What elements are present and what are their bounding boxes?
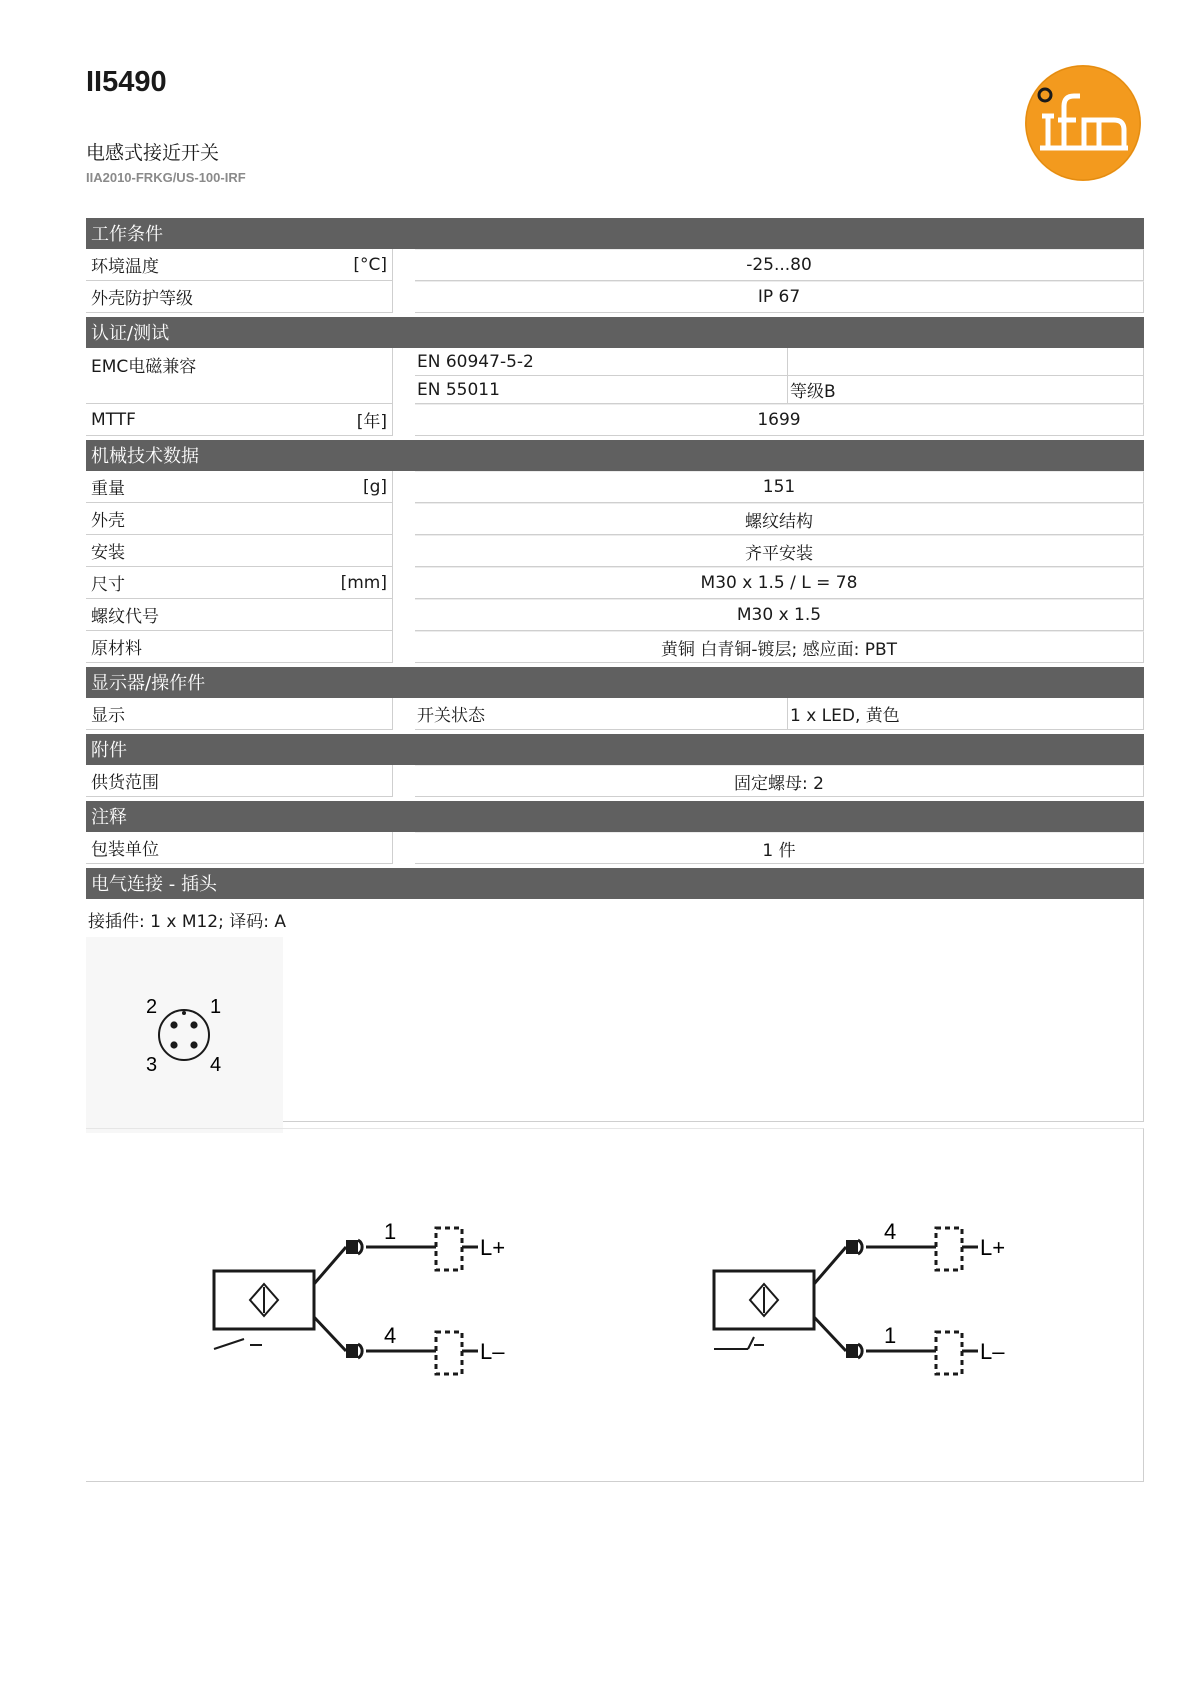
pin-label: 2 <box>146 996 158 1018</box>
row-mttf <box>86 404 1144 436</box>
mounting-value: 齐平安装 <box>415 535 1144 567</box>
row-emc <box>86 348 1144 404</box>
section-operating-title: 工作条件 <box>86 218 1144 249</box>
display-value: 1 x LED, 黄色 <box>788 698 1144 730</box>
row-protection <box>86 281 1144 313</box>
emc-standard-row <box>415 348 1144 376</box>
wiring-diagram-icon <box>86 1129 1144 1481</box>
ambient-value: -25...80 <box>415 249 1144 281</box>
ifm-logo-icon <box>1024 64 1142 182</box>
connector-text: 接插件: 1 x M12; 译码: A <box>88 912 287 932</box>
pack-value: 1 件 <box>415 832 1144 864</box>
supply-label: L+ <box>980 1235 1006 1260</box>
weight-label: 重量 <box>91 479 125 499</box>
dimensions-unit: [mm] <box>340 572 387 593</box>
row-weight <box>86 471 1144 503</box>
weight-unit: [g] <box>362 476 387 497</box>
mttf-unit: [年] <box>356 412 387 432</box>
datasheet <box>86 218 1144 1482</box>
connector-box <box>86 899 1144 1122</box>
housing-value: 螺纹结构 <box>415 503 1144 535</box>
mounting-label: 安装 <box>91 543 125 563</box>
housing-label: 外壳 <box>91 511 125 531</box>
pin-label: 4 <box>210 1054 222 1076</box>
wire-pin-label: 4 <box>884 1219 897 1244</box>
emc-label: EMC电磁兼容 <box>91 357 197 377</box>
section-display-title: 显示器/操作件 <box>86 667 1144 698</box>
section-electrical-title: 电气连接 - 插头 <box>86 868 1144 899</box>
wire-pin-label: 4 <box>384 1323 397 1348</box>
wire-pin-label: 1 <box>384 1219 397 1244</box>
pin-label: 1 <box>210 996 222 1018</box>
emc-standard-row <box>415 376 1144 404</box>
emc-standard-1: EN 60947-5-2 <box>415 348 788 376</box>
row-scope <box>86 765 1144 797</box>
thread-value: M30 x 1.5 <box>415 599 1144 631</box>
section-approvals-title: 认证/测试 <box>86 317 1144 348</box>
product-subtitle: 电感式接近开关 <box>86 142 220 164</box>
section-remarks-title: 注释 <box>86 801 1144 832</box>
ambient-unit: [°C] <box>353 254 387 275</box>
emc-standard-2-note: 等级B <box>788 376 1144 404</box>
supply-label: L+ <box>480 1235 506 1260</box>
row-pack <box>86 832 1144 864</box>
protection-label: 外壳防护等级 <box>91 289 193 309</box>
dimensions-value: M30 x 1.5 / L = 78 <box>415 567 1144 599</box>
section-mechanical-title: 机械技术数据 <box>86 440 1144 471</box>
emc-standard-2: EN 55011 <box>415 376 788 404</box>
wire-pin-label: 1 <box>884 1323 897 1348</box>
dimensions-label: 尺寸 <box>91 575 125 595</box>
section-accessories-title: 附件 <box>86 734 1144 765</box>
pack-label: 包装单位 <box>91 840 159 860</box>
mttf-value: 1699 <box>415 404 1144 436</box>
ambient-label: 环境温度 <box>91 257 159 277</box>
display-sub-label: 开关状态 <box>415 698 788 730</box>
row-ambient-temperature <box>86 249 1144 281</box>
scope-value: 固定螺母: 2 <box>415 765 1144 797</box>
row-display <box>86 698 1144 730</box>
supply-label: L– <box>480 1339 505 1364</box>
mttf-label: MTTF <box>91 409 136 430</box>
protection-value: IP 67 <box>415 281 1144 313</box>
supply-label: L– <box>980 1339 1005 1364</box>
weight-value: 151 <box>415 471 1144 503</box>
page-title: II5490 <box>86 66 167 98</box>
pin-label: 3 <box>146 1054 158 1076</box>
product-code: IIA2010-FRKG/US-100-IRF <box>86 170 246 185</box>
connector-pinout <box>86 937 283 1133</box>
row-materials <box>86 631 1144 663</box>
row-thread <box>86 599 1144 631</box>
m12-connector-icon <box>86 937 283 1133</box>
row-housing <box>86 503 1144 535</box>
display-label: 显示 <box>91 706 125 726</box>
materials-label: 原材料 <box>91 639 142 659</box>
thread-label: 螺纹代号 <box>91 607 159 627</box>
wiring-diagram <box>86 1128 1144 1482</box>
emc-standard-1-note <box>788 348 1144 376</box>
scope-label: 供货范围 <box>91 773 159 793</box>
materials-value: 黄铜 白青铜-镀层; 感应面: PBT <box>415 631 1144 663</box>
row-dimensions <box>86 567 1144 599</box>
row-mounting <box>86 535 1144 567</box>
